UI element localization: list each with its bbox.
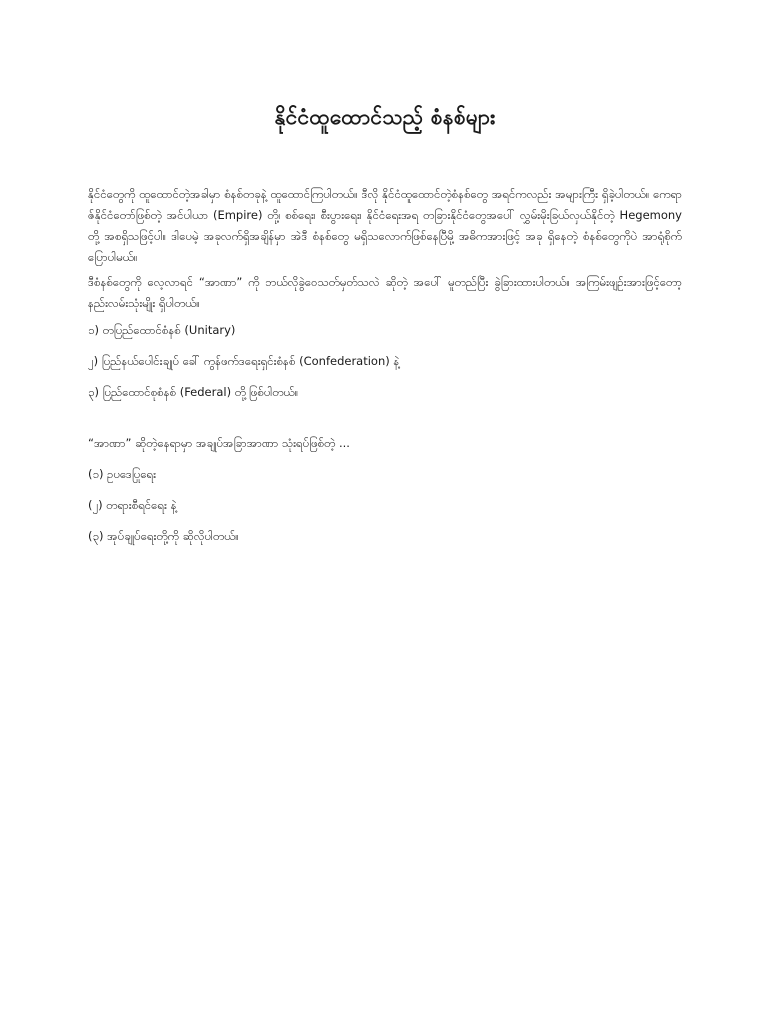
- authority-intro: “အာဏာ” ဆိုတဲ့နေရာမှာ အချုပ်အခြာအာဏာ သုံးရပ်ဖြစ်တဲ့ ...: [88, 436, 350, 450]
- list-item: ၃) ပြည်ထောင်စုစံနစ် (Federal) တို့ဖြစ်ပါတယ်။: [88, 385, 299, 399]
- document-title: နိုင်ငံထူထောင်သည့် စံနစ်များ: [274, 105, 496, 129]
- list-item: (၂) တရားစီရင်ရေး နဲ့: [88, 498, 177, 512]
- list-item: ၂) ပြည်နယ်ပေါင်းချုပ် ခေါ် ကွန်ဖက်ဒရေးရှင်းစံနစ် (Confederation) နဲ့: [88, 354, 400, 368]
- list-item: ၁) တပြည်ထောင်စံနစ် (Unitary): [88, 323, 236, 337]
- classification-paragraph: ဒီစံနစ်တွေကို လေ့လာရင် “အာဏာ” ကို ဘယ်လိုခွဲဝေသတ်မှတ်သလဲ ဆိုတဲ့ အပေါ် မူတည်ပြီး ခွဲခြားထားပါတယ်။ အကြမ်းဖျဉ်းအားဖြင့်တော့ နည်းလမ်းသုံးမျိုး ရှိပါတယ်။: [88, 275, 682, 310]
- intro-paragraph: နိုင်ငံတွေကို ထူထောင်တဲ့အခါမှာ စံနစ်တခုနဲ့ ထူထောင်ကြပါတယ်။ ဒီလို နိုင်ငံထူထောင်တဲ့စံနစ်တွေ အရင်ကလည်း အများကြီး ရှိခဲ့ပါတယ်။ ကေရာဇ်နိုင်ငံတော်ဖြစ်တဲ့ အင်ပါယာ (Empire) တို့၊ စစ်ရေး၊ စီးပွားရေး၊ နိုင်ငံရေးအရ တခြားနိုင်ငံတွေအပေါ် လွှမ်းမိုးခြယ်လှယ်နိုင်တဲ့ Hegemony တို့ အစရှိသဖြင့်ပါ။ ဒါပေမဲ့ အခုလက်ရှိအချိန်မှာ အဲဒီ စံနစ်တွေ မရှိသလောက်ဖြစ်နေပြီမို့ အဓိကအားဖြင့် အခု ရှိနေတဲ့ စံနစ်တွေကိုပဲ အာရုံစိုက်ပြောပါမယ်။: [88, 187, 682, 264]
- list-item: (၁) ဥပဒေပြုရေး: [88, 467, 157, 481]
- spacer: [88, 413, 682, 433]
- system-list: [88, 320, 682, 403]
- authority-list: [88, 464, 682, 547]
- list-item: (၃) အုပ်ချုပ်ရေးတို့ကို ဆိုလိုပါတယ်။: [88, 529, 239, 543]
